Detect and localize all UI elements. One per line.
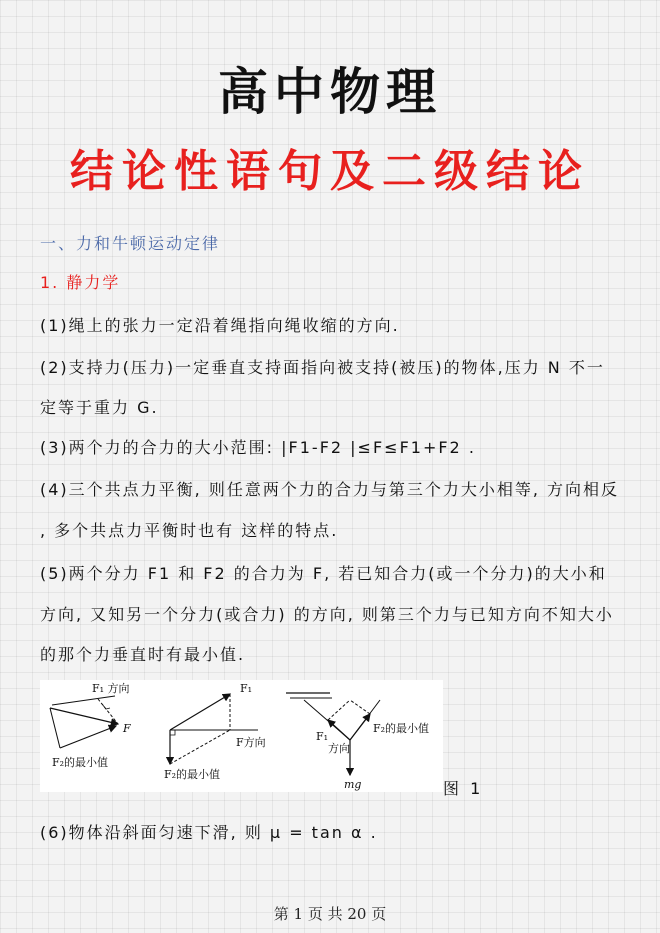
- f-vector: [50, 708, 118, 724]
- label: F₁: [316, 730, 329, 743]
- label: F₂的最小值: [164, 768, 221, 781]
- subsection-heading: 1. 静力学: [40, 273, 121, 292]
- label: mg: [344, 778, 362, 791]
- label: F: [123, 722, 131, 735]
- text-line: (6)物体沿斜面匀速下滑, 则 μ = tan α .: [40, 823, 378, 842]
- force-diagram-figure: [40, 680, 443, 792]
- label: 方向: [328, 742, 350, 755]
- diagram-3: [286, 693, 429, 791]
- text-line: (2)支持力(压力)一定垂直支持面指向被支持(被压)的物体,压力 N 不一: [40, 358, 605, 377]
- right-angle-mark: [170, 730, 175, 735]
- text-line: 定等于重力 G.: [40, 398, 159, 417]
- label: F₁: [240, 682, 253, 695]
- page-title: 高中物理: [218, 63, 442, 121]
- label: F₂的最小值: [373, 722, 430, 735]
- dashed-line: [328, 700, 350, 720]
- dashed-line: [350, 700, 370, 714]
- label: F₂的最小值: [52, 756, 109, 769]
- page-footer: 第 1 页 共 20 页: [273, 905, 387, 923]
- text-line: (3)两个力的合力的大小范围: |F1-F2 |≤F≤F1+F2 .: [40, 438, 476, 457]
- section-heading: 一、力和牛顿运动定律: [40, 234, 221, 253]
- text-line: 的那个力垂直时有最小值.: [40, 645, 246, 664]
- text-line: , 多个共点力平衡时也有 这样的特点.: [40, 521, 339, 540]
- diagram-1: [50, 681, 131, 769]
- text-line: (1)绳上的张力一定沿着绳指向绳收缩的方向.: [40, 316, 400, 335]
- f1-vector: [170, 694, 230, 730]
- text-line: 方向, 又知另一个分力(或合力) 的方向, 则第三个力与已知方向不知大小: [40, 605, 614, 624]
- label: F方向: [236, 736, 266, 749]
- f2-vector: [60, 726, 116, 748]
- f2-vector: [350, 714, 370, 740]
- f-parallelogram-side: [50, 708, 60, 748]
- text-line: (4)三个共点力平衡, 则任意两个力的合力与第三个力大小相等, 方向相反: [40, 480, 620, 499]
- force-diagram: [40, 680, 443, 792]
- figure-caption: 图 1: [443, 779, 484, 798]
- diagram-2: [164, 682, 266, 781]
- page-subtitle: 结论性语句及二级结论: [70, 146, 590, 197]
- label: F₁ 方向: [92, 682, 130, 695]
- text-line: (5)两个分力 F1 和 F2 的合力为 F, 若已知合力(或一个分力)的大小和: [40, 564, 607, 583]
- f1-vector: [328, 720, 350, 740]
- dashed-line: [170, 730, 230, 764]
- f1-direction-line: [52, 696, 115, 705]
